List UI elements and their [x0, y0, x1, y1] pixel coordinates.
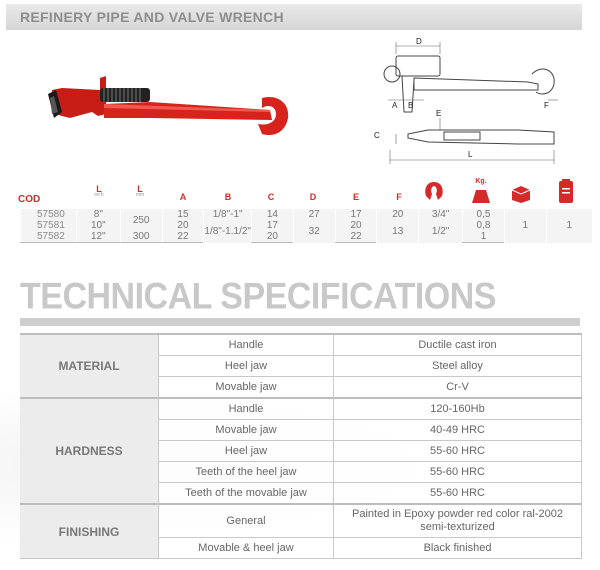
spec-value-line: semi-texturized	[420, 521, 495, 533]
wrench-photo	[40, 68, 290, 148]
header-kg: Kg.	[475, 178, 487, 185]
cell-f: 20	[377, 209, 419, 220]
spec-property: General	[159, 504, 334, 538]
specs-title: TECHNICAL SPECIFICATIONS	[20, 276, 496, 318]
cell-cod: 57581	[21, 220, 77, 231]
spec-property: Teeth of the movable jaw	[159, 483, 334, 505]
drawing-label-e: E	[436, 109, 442, 118]
drawing-label-a: A	[392, 101, 398, 110]
spec-property: Movable jaw	[159, 420, 334, 441]
cell-b: 1/8"-1"	[204, 209, 252, 220]
spec-property: Heel jaw	[159, 441, 334, 462]
drawing-label-d: D	[416, 37, 422, 46]
cell-a: 20	[162, 220, 204, 231]
spec-value: 120-160Hb	[334, 398, 582, 420]
dimension-headers	[20, 170, 592, 206]
cell-c: 14	[251, 209, 293, 220]
title-rule	[20, 318, 580, 326]
header-b: B	[224, 192, 232, 202]
spec-value: Steel alloy	[334, 356, 582, 377]
header-a: A	[179, 192, 187, 202]
spec-value: 55-60 HRC	[334, 441, 582, 462]
drawing-label-f: F	[544, 101, 549, 110]
table-row	[20, 334, 582, 356]
drawing-label-c: C	[374, 131, 380, 140]
cell-jaw: 1/2"	[419, 220, 463, 243]
spec-property: Heel jaw	[159, 356, 334, 377]
table-row	[21, 209, 593, 220]
cell-a: 15	[162, 209, 204, 220]
table-row	[20, 504, 582, 538]
cell-box: 1	[504, 209, 546, 243]
cell-e: 22	[335, 231, 377, 243]
cell-kg: 0,8	[463, 220, 505, 231]
spec-property: Movable jaw	[159, 377, 334, 399]
drawing-label-l: L	[468, 150, 473, 159]
spec-property: Handle	[159, 334, 334, 356]
spec-property: Movable & heel jaw	[159, 538, 334, 559]
header-l-mm-unit: mm	[135, 192, 145, 198]
spec-value-line: Painted in Epoxy powder red color ral-2002	[352, 508, 563, 520]
cell-l-mm: 300	[120, 231, 162, 243]
spec-value: Cr-V	[334, 377, 582, 399]
category-material: MATERIAL	[20, 334, 159, 398]
cell-c: 17	[251, 220, 293, 231]
cell-b: 1/8"-1.1/2"	[204, 220, 252, 243]
dimension-drawing	[368, 34, 580, 164]
header-f: F	[396, 192, 402, 202]
header-e: E	[352, 192, 359, 202]
spec-property: Handle	[159, 398, 334, 420]
spec-value	[334, 504, 582, 538]
cell-d: 27	[293, 209, 335, 220]
cell-f: 13	[377, 220, 419, 243]
drawing-label-b: B	[408, 101, 414, 110]
cell-l-inch: 8"	[76, 209, 120, 220]
cell-c: 20	[251, 231, 293, 243]
cell-jaw: 3/4"	[419, 209, 463, 220]
header-c: C	[267, 192, 275, 202]
box-icon	[510, 184, 532, 204]
header-l-mm: L mm	[125, 184, 155, 198]
specs-table	[20, 333, 582, 559]
cell-cod: 57580	[21, 209, 77, 220]
table-row	[20, 398, 582, 420]
category-hardness: HARDNESS	[20, 398, 159, 504]
spec-value: Ductile cast iron	[334, 334, 582, 356]
header-l-inch-unit: inch	[94, 192, 104, 198]
cell-cod: 57582	[21, 231, 77, 243]
cell-d: 32	[293, 220, 335, 243]
pack-icon	[557, 178, 575, 204]
spec-value: 55-60 HRC	[334, 462, 582, 483]
header-l-inch: L inch	[84, 184, 114, 198]
cell-kg: 0,5	[463, 209, 505, 220]
spec-value: 55-60 HRC	[334, 483, 582, 505]
title-bar	[6, 4, 582, 30]
spec-value: 40-49 HRC	[334, 420, 582, 441]
cell-a: 22	[162, 231, 204, 243]
wrench-image	[48, 76, 288, 135]
dimension-table	[20, 209, 592, 243]
weight-icon	[470, 188, 492, 204]
spec-property: Teeth of the heel jaw	[159, 462, 334, 483]
cell-l-inch: 12"	[76, 231, 120, 243]
category-finishing: FINISHING	[20, 504, 159, 559]
cell-kg: 1	[463, 231, 505, 243]
cell-e: 17	[335, 209, 377, 220]
spec-value: Black finished	[334, 538, 582, 559]
header-d: D	[309, 192, 317, 202]
header-cod: COD	[18, 194, 41, 205]
cell-l-mm: 250	[120, 209, 162, 231]
cell-e: 20	[335, 220, 377, 231]
page-title: REFINERY PIPE AND VALVE WRENCH	[20, 9, 284, 25]
jaw-capacity-icon	[424, 180, 444, 202]
cell-pack: 1	[546, 209, 592, 243]
cell-l-inch: 10"	[76, 220, 120, 231]
